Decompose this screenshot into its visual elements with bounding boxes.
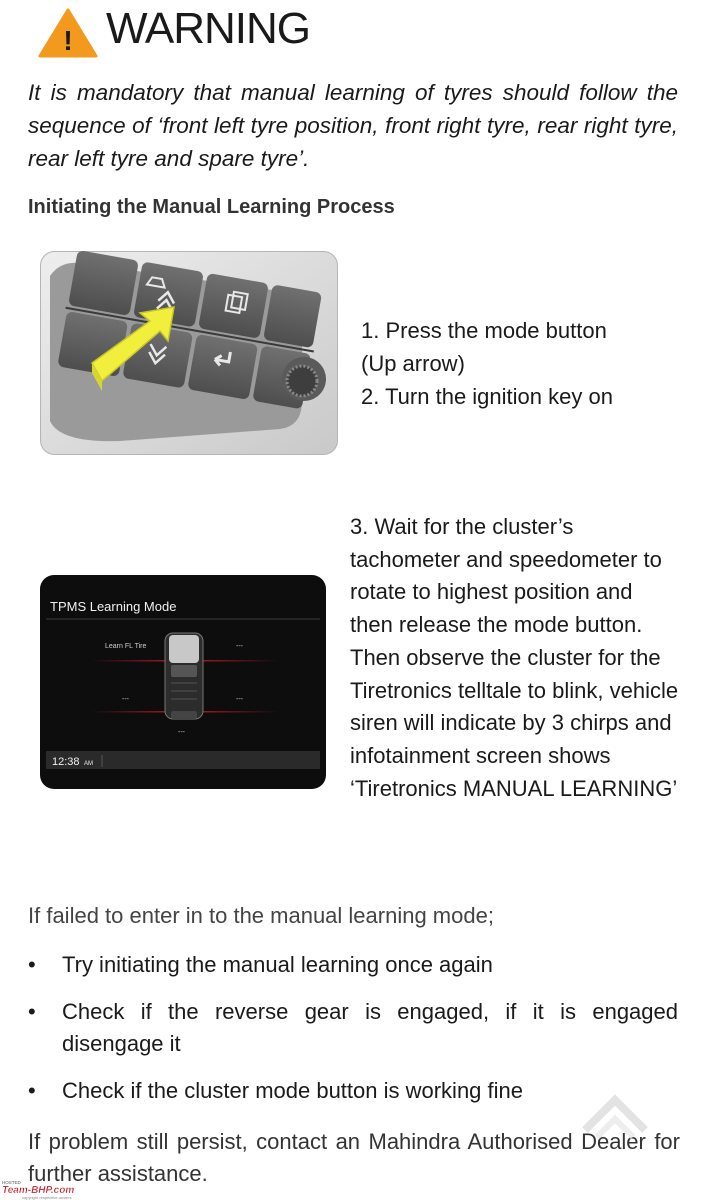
chevron-watermark-icon (575, 1085, 655, 1140)
bullet-icon: • (28, 952, 36, 977)
warning-triangle-icon (38, 8, 98, 58)
step-2: 2. Turn the ignition key on (361, 384, 613, 409)
watermark-brand: Team-BHP.com (2, 1185, 75, 1196)
fr-value: --- (236, 643, 243, 650)
failed-intro: If failed to enter in to the manual learning mode; (28, 903, 494, 928)
watermark-hosted: HOSTED (2, 1180, 21, 1185)
tpms-screen-image (40, 575, 326, 789)
warning-exclamation: ! (63, 25, 73, 56)
step-1-line-2: (Up arrow) (361, 351, 465, 376)
step-3: 3. Wait for the cluster’s tachometer and speedometer to rotate to highest position and then release the mode button. Then observe the cluster for the Tiretronics telltale to blink, vehicle siren will indicate by 3 chirps and infotainment screen shows ‘Tiretronics MANUAL LEARNING’ (350, 514, 679, 801)
list-item-text: Try initiating the manual learning once again (62, 952, 493, 977)
screen-time: 12:38 (52, 756, 80, 768)
rl-value: --- (122, 696, 129, 703)
list-item-text: Check if the cluster mode button is working fine (62, 1078, 524, 1103)
list-item-text: Check if the reverse gear is engaged, if it is engaged disengage it (62, 999, 678, 1056)
step-1-line-1: 1. Press the mode button (361, 318, 607, 343)
section-heading: Initiating the Manual Learning Process (28, 196, 395, 218)
bullet-icon: • (28, 999, 36, 1024)
vehicle-top-view-icon (165, 633, 203, 719)
screen-title: TPMS Learning Mode (50, 599, 177, 614)
rr-value: --- (236, 696, 243, 703)
learn-fl-label: Learn FL Tire (105, 643, 147, 650)
bullet-icon: • (28, 1078, 36, 1103)
mode-button-panel-image (40, 251, 338, 455)
warning-title: WARNING (106, 4, 311, 53)
steps-1-2 (361, 314, 613, 413)
screen-ampm: AM (84, 761, 93, 767)
warning-text: It is mandatory that manual learning of tyres should follow the sequence of ‘front left tyre position, front right tyre, rear right tyre, rear left tyre and spare tyre’. (28, 80, 678, 171)
team-bhp-watermark (0, 1178, 125, 1200)
spare-value: --- (178, 729, 185, 736)
contact-text: If problem still persist, contact an Mahindra Authorised Dealer for further assistance. (28, 1129, 680, 1186)
watermark-copyright: copyright respective owners (22, 1195, 72, 1200)
